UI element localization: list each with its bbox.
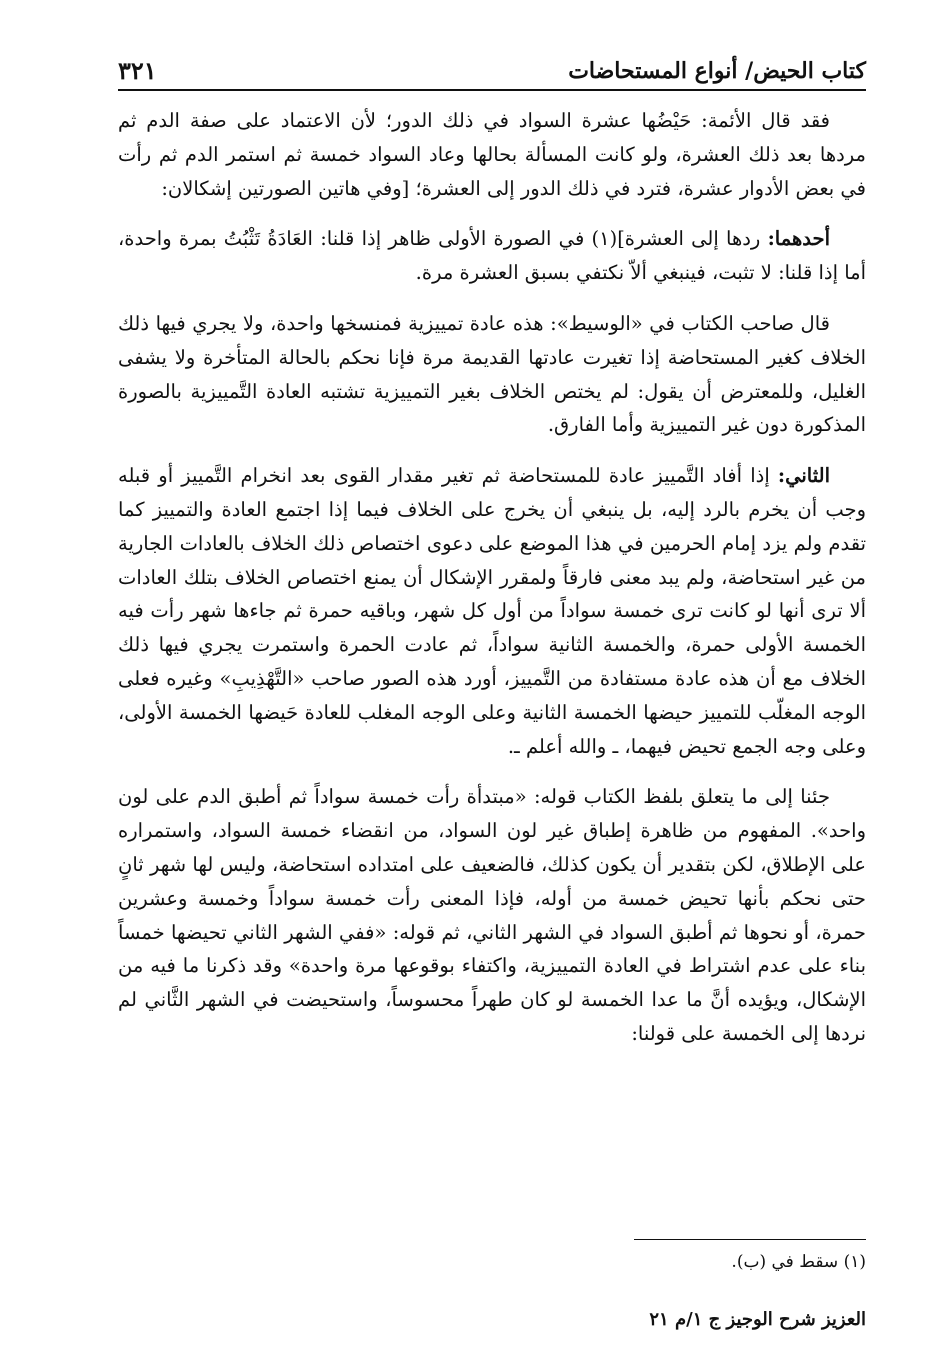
paragraph-text: إذا أفاد التَّمييز عادة للمستحاضة ثم تغير مقدار القوى بعد انخرام التَّمييز أو قبله وجب أن يخرم بالرد إليه، بل ينبغي أن يخرج على الخلاف فيما إذا اجتمع العادة والتمييز كما تقدم ولم يزد إمام الحرمين في هذا الموضع على دعوى اختصاص ذلك الخلاف بالعادات الجارية من غير استحاضة، ولم يبد معنى فارقاً ولمقرر الإشكال أن يمنع اختصاص الخلاف بتلك العادات ألا ترى أنها لو كانت ترى خمسة سواداً من أول كل شهر، وباقيه حمرة ثم جاءها شهر رأت فيه الخمسة الأولى حمرة، والخمسة الثانية سواداً، ثم عادت الحمرة واستمرت يجري فيها ذلك الخلاف مع أن هذه عادة مستفادة من التَّمييز، أورد هذه الصور صاحب «التَّهْذِيبِ» وغيره فعلى الوجه المغلّب للتمييز حيضها الخمسة الثانية وعلى الوجه المغلب للعادة حَيضها الخمسة الأولى، وعلى وجه الجمع تحيض فيهما، ـ والله أعلم ـ.: [118, 464, 866, 758]
paragraph-2: [118, 222, 866, 290]
paragraph-3: [118, 307, 866, 442]
paragraph-1: [118, 104, 866, 205]
page-number: ٣٢١: [118, 56, 157, 85]
paragraph-text: جئنا إلى ما يتعلق بلفظ الكتاب قوله: «مبتدأة رأت خمسة سواداً ثم أطبق الدم على لون واحد». المفهوم من ظاهرة إطباق غير لون السواد، من انقضاء خمسة السواد، واستمراره على الإطلاق، لكن بتقدير أن يكون كذلك، فالضعيف على امتداده استحاضة، وليس لها شهر ثانٍ حتى نحكم بأنها تحيض خمسة من أوله، فإذا المعنى رأت خمسة سواداً وخمسة وعشرين حمرة، أو نحوها ثم أطبق السواد في الشهر الثاني، ثم قوله: «ففي الشهر الثاني تحيضها خمساً بناء على عدم اشتراط في العادة التمييزية، واكتفاء بوقوعها مرة واحدة» وقد ذكرنا ما فيه من الإشكال، ويؤيده أنَّ ما عدا الخمسة لو كان طهراً محسوساً، واستحيضت في الشهر الثَّاني لم نردها إلى الخمسة على قولنا:: [118, 785, 866, 1045]
main-text: [118, 104, 866, 1068]
page-header: [118, 46, 866, 86]
footnote-divider: [634, 1239, 866, 1240]
paragraph-text: ردها إلى العشرة](١) في الصورة الأولى ظاهر إذا قلنا: العَادَةُ تَثْبُتُ بمرة واحدة، أما إذا قلنا: لا تثبت، فينبغي ألاّ نكتفي بسبق العشرة مرة.: [118, 227, 866, 285]
running-title: كتاب الحيض/ أنواع المستحاضات: [568, 58, 866, 84]
paragraph-text: فقد قال الأئمة: حَيْضُها عشرة السواد في ذلك الدور؛ لأن الاعتماد على صفة الدم ثم مردها بعد ذلك العشرة، ولو كانت المسألة بحالها وعاد السواد خمسة ثم استمر الدم ثم رأت في بعض الأدوار عشرة، فترد في ذلك الدور إلى العشرة؛ [وفي هاتين الصورتين إشكالان:: [118, 109, 866, 200]
paragraph-4: [118, 459, 866, 763]
paragraph-5: [118, 780, 866, 1050]
page-footer: العزيز شرح الوجيز ج ١/م ٢١: [649, 1309, 866, 1330]
paragraph-lead: الثاني:: [777, 464, 830, 488]
paragraph-lead: أحدهما:: [767, 227, 830, 251]
footnote: (١) سقط في (ب).: [731, 1252, 866, 1272]
header-divider: [118, 89, 866, 91]
paragraph-text: قال صاحب الكتاب في «الوسيط»: هذه عادة تمييزية فمنسخها واحدة، ولا يجري فيها ذلك الخلاف كغير المستحاضة إذا تغيرت عادتها القديمة مرة فإنا نحكم بالحالة المتأخرة ولا يشفى الغليل، وللمعترض أن يقول: لم يختص الخلاف بغير التمييزية تشتبه العادة التَّمييزية بالصورة المذكورة دون غير التمييزية وأما الفارق.: [118, 311, 866, 437]
